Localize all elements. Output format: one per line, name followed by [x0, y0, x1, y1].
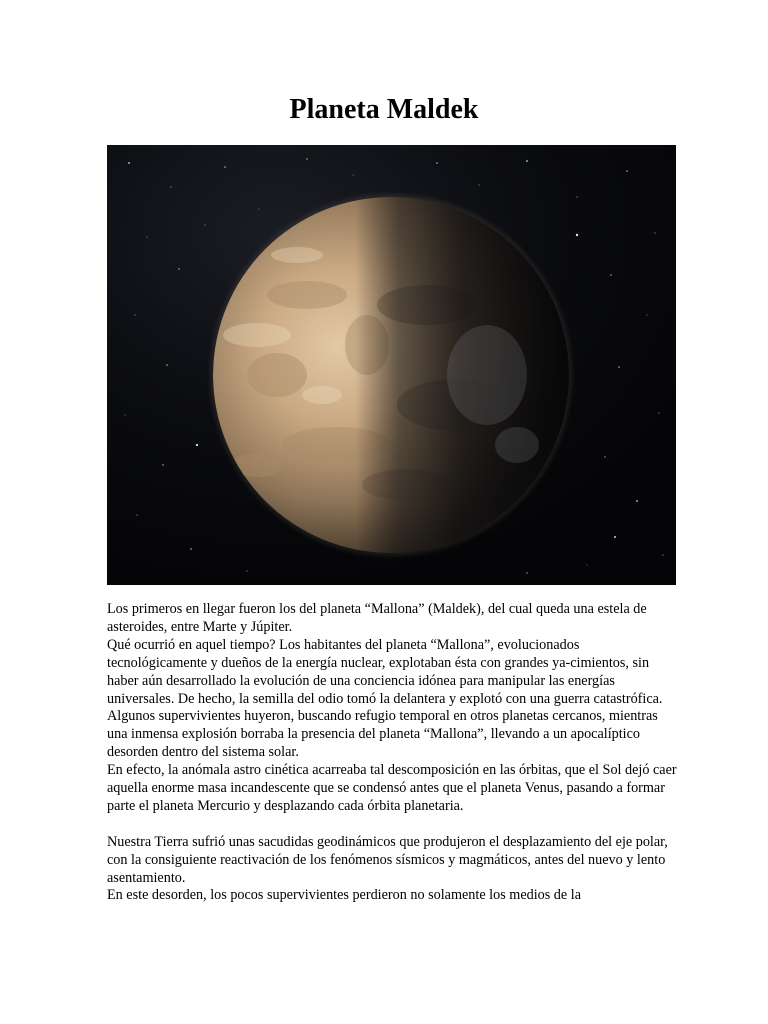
planet-image	[107, 145, 676, 585]
paragraph-5: Nuestra Tierra sufrió unas sacudidas geodinámicos que produjeron el desplazamiento del eje polar, con la consiguiente reactivación de los fenómenos sísmicos y magmáticos, antes del nuevo y lento asentamiento.	[107, 833, 668, 886]
paragraph-3: Algunos supervivientes huyeron, buscando refugio temporal en otros planetas cercanos, mientras una inmensa explosión borraba la presencia del planeta “Mallona”, llevando a un apocalíptico desorden dentro del sistema solar.	[107, 708, 658, 761]
paragraph-1: Los primeros en llegar fueron los del planeta “Mallona” (Maldek), del cual queda una estela de asteroides, entre Marte y Júpiter.	[107, 601, 647, 635]
paragraph-6: En este desorden, los pocos supervivientes perdieron no solamente los medios de la	[107, 887, 581, 904]
page-title: Planeta Maldek	[289, 94, 479, 125]
paragraph-gap	[107, 816, 677, 834]
article-body	[107, 601, 677, 905]
paragraph-4: En efecto, la anómala astro cinética acarreaba tal descomposición en las órbitas, que el Sol dejó caer aquella enorme masa incandescente que se condensó antes que el planeta Venus, pasando a formar parte el planeta Mercurio y desplazando cada órbita planetaria.	[107, 762, 677, 814]
planet-illustration	[107, 145, 676, 585]
planet-body	[213, 197, 569, 553]
paragraph-2: Qué ocurrió en aquel tiempo? Los habitantes del planeta “Mallona”, evolucionados tecnológicamente y dueños de la energía nuclear, explotaban ésta con grandes ya-cimientos, sin haber aún desarrollado la evolución de una conciencia idónea para manipular las energías universales. De hecho, la semilla del odio tomó la delantera y explotó con una guerra catastrófica.	[107, 636, 663, 707]
